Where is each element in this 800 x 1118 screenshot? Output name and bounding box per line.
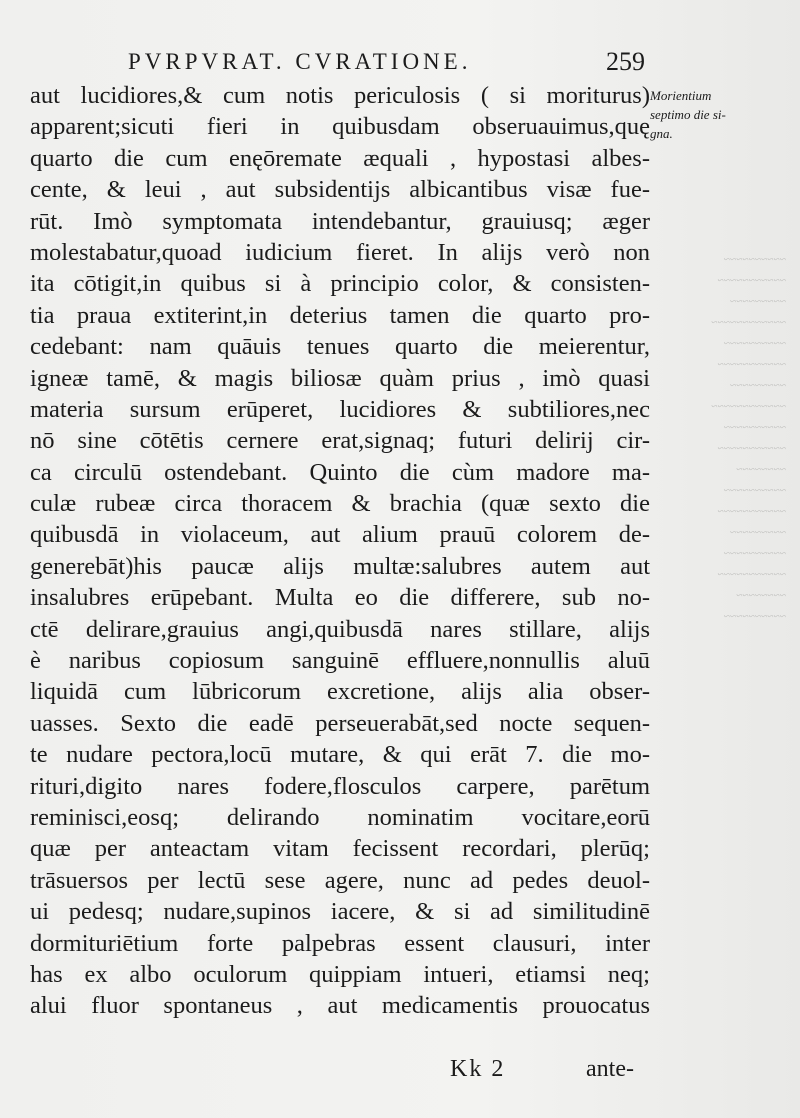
text-line: ctē delirare,grauius angi,quibusdā nares stillare, alijs xyxy=(30,615,650,643)
text-line: cedebant: nam quāuis tenues quarto die meierentur, xyxy=(30,333,650,361)
text-line: aut lucidiores,& cum notis periculosis ( si moriturus) xyxy=(30,82,650,109)
text-line: reminisci,eosq; delirando nominatim vocitare,eorū xyxy=(30,803,650,831)
text-line: has ex albo oculorum quippiam intueri, etiamsi neq; xyxy=(30,960,650,988)
text-line: cente, & leui , aut subsidentijs albicantibus visæ fue- xyxy=(30,176,650,204)
text-line: quibusdā in violaceum, aut alium prauū colorem de- xyxy=(30,521,650,549)
text-line: ca circulū ostendebant. Quinto die cùm madore ma- xyxy=(30,458,650,486)
text-line: tia praua extiterint,in deterius tamen die quarto pro- xyxy=(30,301,650,329)
text-line: igneæ tamē, & magis biliosæ quàm prius , imò quasi xyxy=(30,364,650,392)
text-line: te nudare pectora,locū mutare, & qui erāt 7. die mo- xyxy=(30,741,650,769)
text-line: quarto die cum enęōremate æquali , hypostasi albes- xyxy=(30,144,650,172)
text-line: nō sine cōtētis cernere erat,signaq; futuri delirij cir- xyxy=(30,427,650,455)
text-line: liquidā cum lūbricorum excretione, alijs alia obser- xyxy=(30,678,650,706)
text-line: generebāt)his paucæ alijs multæ:salubres autem aut xyxy=(30,552,650,580)
text-line: apparent;sicuti fieri in quibusdam obseruauimus,quę xyxy=(30,113,650,141)
page-number: 259 xyxy=(606,47,645,76)
text-line: materia sursum erūperet, lucidiores & subtiliores,nec xyxy=(30,395,650,423)
signature-mark: Kk 2 xyxy=(450,1056,506,1082)
text-line: rūt. Imò symptomata intendebantur, grauiusq; æger xyxy=(30,207,650,235)
running-title: PVRPVRAT. CVRATIONE. xyxy=(128,49,472,74)
text-line: alui fluor spontaneus , aut medicamentis prouocatus xyxy=(30,992,650,1020)
main-text-block xyxy=(30,80,650,1022)
text-line: quæ per anteactam vitam fecissent recordari, plerūq; xyxy=(30,835,650,863)
margin-note-line: Morientium xyxy=(650,88,712,103)
text-line: dormituriētium forte palpebras essent clausuri, inter xyxy=(30,929,650,957)
text-line: trāsuersos per lectū sese agere, nunc ad pedes deuol- xyxy=(30,866,650,894)
running-head xyxy=(120,44,645,80)
margin-note-line: gna. xyxy=(650,126,673,141)
text-line: culæ rubeæ circa thoracem & brachia (quæ sexto die xyxy=(30,490,650,518)
text-line: rituri,digito nares fodere,flosculos carpere, parētum xyxy=(30,772,650,800)
text-line: uasses. Sexto die eadē perseuerabāt,sed nocte sequen- xyxy=(30,709,650,737)
text-line: ui pedesq; nudare,supinos iacere, & si ad similitudinē xyxy=(30,898,650,926)
text-line: molestabatur,quoad iudicium fieret. In alijs verò non xyxy=(30,238,650,266)
catchword: ante- xyxy=(586,1056,634,1082)
show-through-bleed: ~~~~~~~~~~ ~~~~~~~~~~~ ~~~~~~~~~ ~~~~~~~~~~~~ ~~~~~~~~~~ ~~~~~~~~~~~ ~~~~~~~~~ ~~~~~~~~~~~~ ~~~~~~~~~~ ~~~~~~~~~~~ ~~~~~~~~ ~~~~~~~~~~ ~~~~~~~~~~~ ~~~~~~~~~ ~~~~~~~~~~ ~~~~~~~~~~~ ~~~~~~~~ ~~~~~~~~~~ xyxy=(711,254,786,623)
text-line: insalubres erūpebant. Multa eo die differere, sub no- xyxy=(30,584,650,612)
text-line: è naribus copiosum sanguinē effluere,nonnullis aluū xyxy=(30,647,650,675)
text-line: ita cōtigit,in quibus si à principio color, & consisten- xyxy=(30,270,650,298)
margin-note-line: septimo die si- xyxy=(650,107,726,122)
margin-note xyxy=(650,86,768,143)
